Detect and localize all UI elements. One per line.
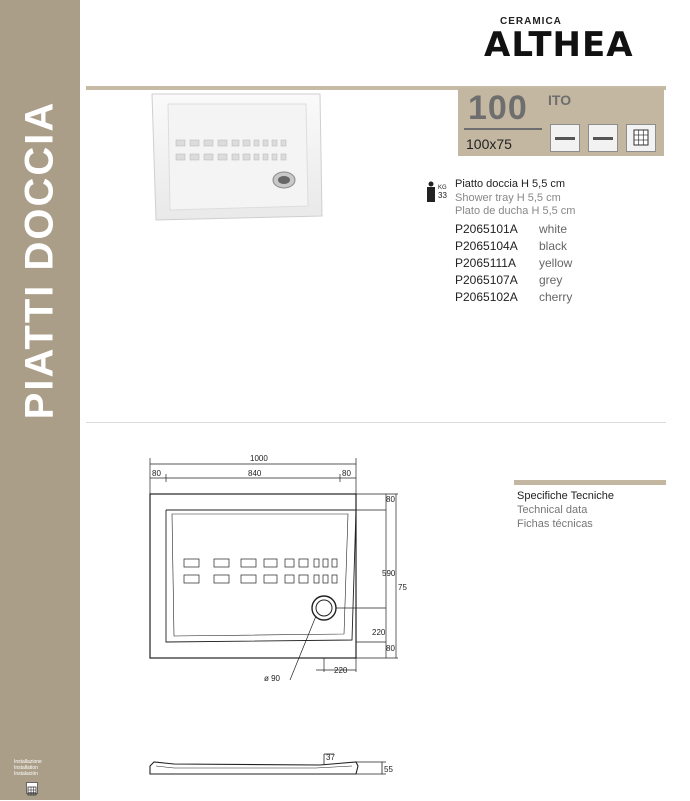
technical-drawing-top	[130, 450, 420, 690]
model-number: 100	[468, 89, 528, 127]
variant-code: P2065101A	[455, 222, 518, 236]
sidebar	[0, 0, 80, 800]
dim-drain-offset-y: 220	[372, 628, 386, 637]
model-suffix: ITO	[548, 92, 572, 108]
brand-logo: ALTHEA	[484, 25, 634, 65]
variant-code: P2065104A	[455, 239, 518, 253]
model-underline	[464, 128, 542, 130]
category-title: PIATTI DOCCIA	[17, 100, 62, 420]
variant-row	[455, 272, 562, 288]
variant-row	[455, 289, 572, 305]
dim-inner-width: 840	[248, 469, 262, 478]
variant-color: yellow	[539, 256, 573, 270]
variant-color: black	[539, 239, 568, 253]
weight-unit: KG	[438, 185, 447, 191]
variant-code: P2065102A	[455, 290, 518, 304]
installation-label-es: Instalación	[14, 771, 38, 777]
variant-code: P2065111A	[455, 256, 516, 270]
product-photo	[146, 90, 326, 224]
grid-tray-icon	[626, 124, 656, 152]
variant-row	[455, 221, 567, 237]
brand-small: CERAMICA	[500, 16, 562, 27]
weight-icon	[424, 180, 450, 204]
specs-title-en: Technical data	[517, 504, 588, 516]
dim-inner-height: 590	[382, 569, 396, 578]
dim-left-margin: 80	[152, 469, 161, 478]
installation-label-it: Installazione	[14, 759, 42, 765]
description-en: Shower tray H 5,5 cm	[455, 192, 561, 204]
technical-drawing-section	[130, 748, 420, 788]
variant-color: grey	[539, 273, 563, 287]
variant-code: P2065107A	[455, 273, 518, 287]
specs-title-it: Specifiche Tecniche	[517, 490, 615, 502]
dim-drain-diameter: ø 90	[264, 674, 281, 683]
tray-flat-icon	[550, 124, 580, 152]
dim-top-margin: 80	[386, 495, 395, 504]
dim-total-height: 75	[398, 583, 407, 592]
installation-label-en: Installation	[14, 765, 38, 771]
variant-row	[455, 255, 572, 271]
weight-value: 33	[438, 191, 447, 200]
dim-section-height: 55	[384, 765, 393, 774]
section-divider	[86, 422, 666, 423]
variant-row	[455, 238, 567, 254]
description-it: Piatto doccia H 5,5 cm	[455, 178, 566, 190]
tray-flat-icon-alt	[588, 124, 618, 152]
model-size: 100x75	[466, 136, 512, 152]
variant-color: white	[539, 222, 568, 236]
dim-right-margin: 80	[342, 469, 351, 478]
spec-divider	[514, 480, 666, 485]
dim-total-width: 1000	[250, 454, 268, 463]
specs-title-es: Fichas técnicas	[517, 518, 593, 530]
dim-section-depth: 37	[326, 753, 335, 762]
installation-icon	[26, 782, 38, 794]
dim-drain-offset-x: 220	[334, 666, 348, 675]
description-es: Plato de ducha H 5,5 cm	[455, 205, 576, 217]
dim-bottom-margin: 80	[386, 644, 395, 653]
variant-color: cherry	[539, 290, 573, 304]
